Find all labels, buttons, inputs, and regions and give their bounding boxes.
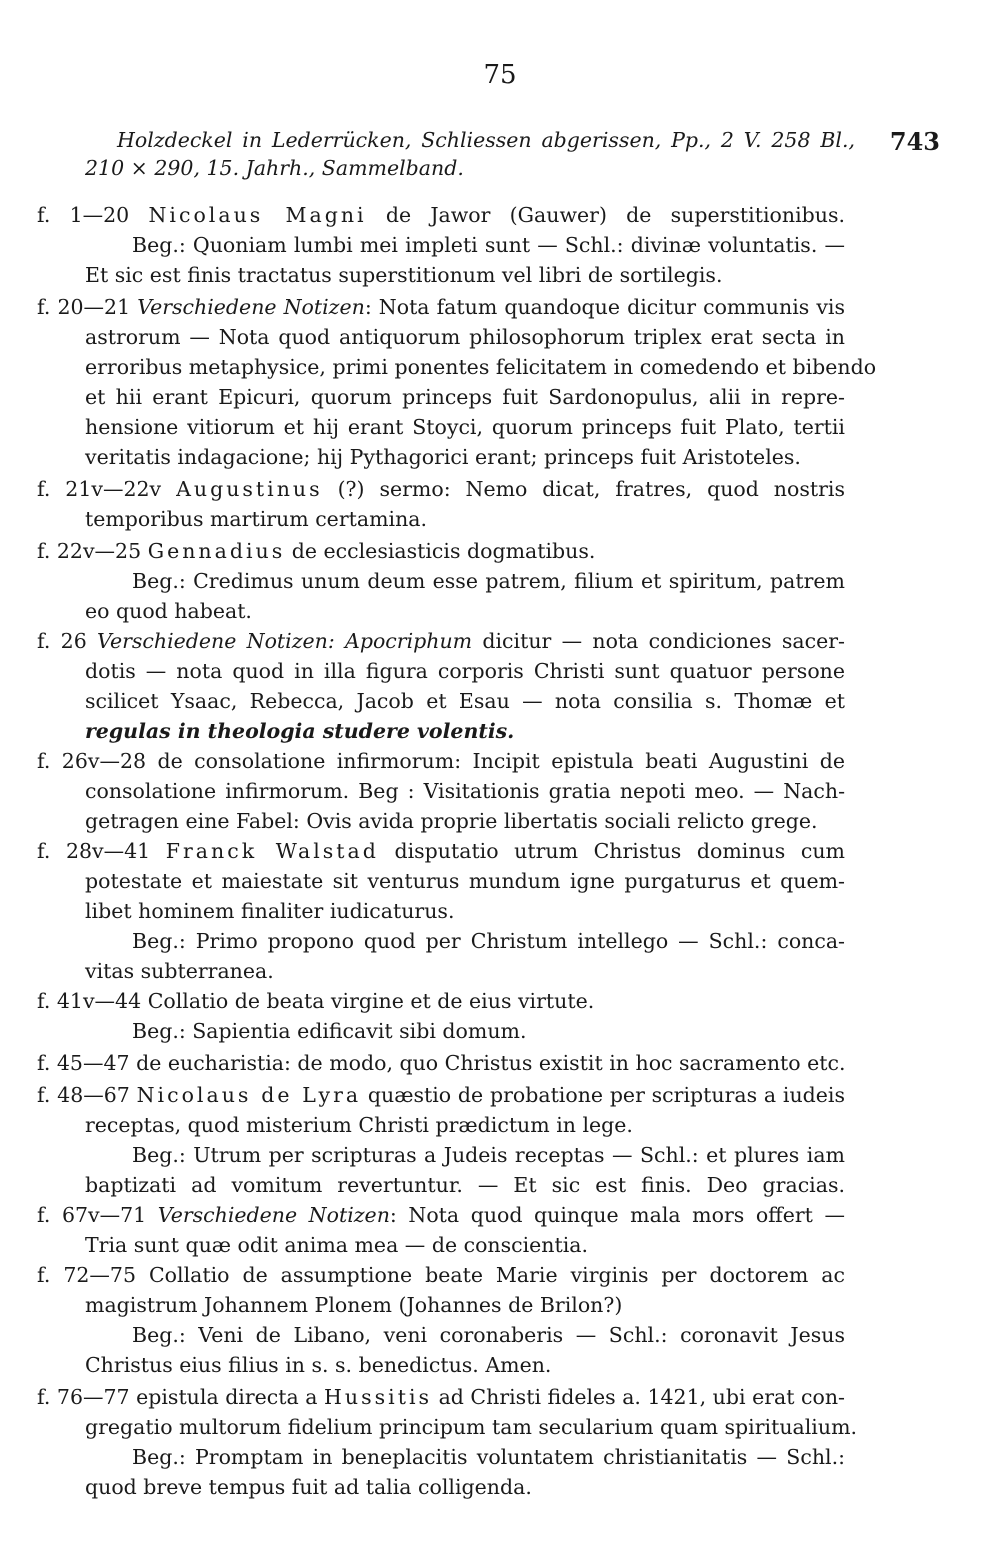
author-name: Nicolaus de Lyra <box>136 1083 362 1107</box>
text-span: : Nota quod quinque mala mors offert — <box>389 1203 845 1227</box>
author-name: Nicolaus Magni <box>148 203 367 227</box>
entry-line: Beg.: Credimus unum deum esse patrem, filium et spiritum, patrem <box>132 569 845 593</box>
text-span: f. 26v—28 <box>37 749 147 773</box>
entry-line: magistrum Johannem Plonem (Johannes de Brilon?) <box>85 1293 623 1317</box>
entry-first-line <box>37 746 845 776</box>
entry-line: Beg.: Primo propono quod per Christum intellego — Schl.: conca- <box>132 929 845 953</box>
entry-line: regulas in theologia studere volentis. <box>85 719 515 743</box>
text-span: f. 41v—44 <box>37 989 142 1013</box>
text-span: Collatio de beata virgine et de eius virtute. <box>147 989 595 1013</box>
description-line: Holzdeckel in Lederrücken, Schliessen abgerissen, Pp., 2 V. 258 Bl., <box>117 128 855 152</box>
entry-line: baptizati ad vomitum revertuntur. — Et sic est finis. Deo gracias. <box>85 1173 845 1197</box>
text-span: f. 22v—25 <box>37 539 142 563</box>
text-span: Verschiedene Notizen: Apocriphum <box>97 629 473 653</box>
author-name: Hussitis <box>324 1385 433 1409</box>
entry-line: potestate et maiestate sit venturus mundum igne purgaturus et quem- <box>85 869 845 893</box>
text-span: f. 67v—71 <box>37 1203 147 1227</box>
author-name: Gennadius <box>147 539 286 563</box>
entry-line: astrorum — Nota quod antiquorum philosophorum triplex erat secta in <box>85 325 845 349</box>
text-span: f. 21v—22v <box>37 477 162 501</box>
text-span: f. 1—20 <box>37 203 130 227</box>
text-span: epistula directa a <box>136 1385 318 1409</box>
entry-first-line <box>37 1048 845 1078</box>
text-span: quæstio de probatione per scripturas a iudeis <box>367 1083 845 1107</box>
entry-line: Beg.: Quoniam lumbi mei impleti sunt — Schl.: divinæ voluntatis. — <box>132 233 845 257</box>
entry-first-line <box>37 836 845 866</box>
entry-first-line <box>37 474 845 504</box>
entry-first-line <box>37 536 845 566</box>
text-span: ad Christi fideles a. 1421, ubi erat con- <box>438 1385 845 1409</box>
entry-first-line <box>37 292 845 322</box>
text-span: f. 28v—41 <box>37 839 151 863</box>
author-name: Franck Walstad <box>165 839 379 863</box>
text-span: f. 20—21 <box>37 295 131 319</box>
text-span: f. 45—47 <box>37 1051 130 1075</box>
entry-line: Beg.: Veni de Libano, veni coronaberis — Schl.: coronavit Jesus <box>132 1323 845 1347</box>
text-span: f. 76—77 <box>37 1385 130 1409</box>
text-span: f. 26 <box>37 629 87 653</box>
text-span: dicitur — nota condiciones sacer- <box>482 629 845 653</box>
entry-line: gregatio multorum fidelium principum tam secularium quam spiritualium. <box>85 1415 858 1439</box>
entry-line: Et sic est finis tractatus superstitionum vel libri de sortilegis. <box>85 263 723 287</box>
text-span: Verschiedene Notizen <box>137 295 365 319</box>
text-span: (?) sermo: Nemo dicat, fratres, quod nostris <box>337 477 845 501</box>
entry-first-line <box>37 626 845 656</box>
text-span: de consolatione infirmorum: Incipit epistula beati Augustini de <box>157 749 845 773</box>
entry-line: veritatis indagacione; hij Pythagorici erant; princeps fuit Aristoteles. <box>85 445 801 469</box>
entry-line: quod breve tempus fuit ad talia colligenda. <box>85 1475 532 1499</box>
entry-line: libet hominem finaliter iudicaturus. <box>85 899 455 923</box>
entry-line: receptas, quod misterium Christi prædictum in lege. <box>85 1113 633 1137</box>
text-span: disputatio utrum Christus dominus cum <box>394 839 845 863</box>
entry-line: vitas subterranea. <box>85 959 274 983</box>
text-span: de ecclesiasticis dogmatibus. <box>291 539 596 563</box>
entry-line: hensione vitiorum et hij erant Stoyci, quorum princeps fuit Plato, tertii <box>85 415 845 439</box>
entry-first-line <box>37 1080 845 1110</box>
entry-first-line <box>37 1260 845 1290</box>
text-span: : Nota fatum quandoque dicitur communis vis <box>364 295 846 319</box>
entry-line: Beg.: Sapientia edificavit sibi domum. <box>132 1019 527 1043</box>
text-span: f. 48—67 <box>37 1083 130 1107</box>
entry-first-line <box>37 200 845 230</box>
entry-line: Christus eius filius in s. s. benedictus. Amen. <box>85 1353 552 1377</box>
text-span: Verschiedene Notizen <box>157 1203 390 1227</box>
text-span: de Jawor (Gauwer) de superstitionibus. <box>385 203 845 227</box>
entry-line: scilicet Ysaac, Rebecca, Jacob et Esau — nota consilia s. Thomæ et <box>85 689 845 713</box>
entry-first-line <box>37 1382 845 1412</box>
entry-first-line <box>37 1200 845 1230</box>
entry-line: consolatione infirmorum. Beg : Visitationis gratia nepoti meo. — Nach- <box>85 779 845 803</box>
entry-line: getragen eine Fabel: Ovis avida proprie libertatis sociali relicto grege. <box>85 809 818 833</box>
author-name: Augustinus <box>176 477 323 501</box>
entry-line: et hii erant Epicuri, quorum princeps fuit Sardonopulus, alii in repre- <box>85 385 845 409</box>
description-line: 210 × 290, 15. Jahrh., Sammelband. <box>85 156 464 180</box>
text-span: f. 72—75 <box>37 1263 137 1287</box>
entry-line: eo quod habeat. <box>85 599 252 623</box>
entry-line: Beg.: Utrum per scripturas a Judeis receptas — Schl.: et plures iam <box>132 1143 845 1167</box>
manuscript-number: 743 <box>889 127 940 156</box>
entry-line: Tria sunt quæ odit anima mea — de conscientia. <box>85 1233 589 1257</box>
entry-line: temporibus martirum certamina. <box>85 507 428 531</box>
entry-first-line <box>37 986 845 1016</box>
entry-line: dotis — nota quod in illa figura corporis Christi sunt quatuor persone <box>85 659 845 683</box>
text-span: de eucharistia: de modo, quo Christus existit in hoc sacramento etc. <box>136 1051 846 1075</box>
text-span: Collatio de assumptione beate Marie virginis per doctorem ac <box>148 1263 846 1287</box>
entry-line: Beg.: Promptam in beneplacitis voluntatem christianitatis — Schl.: <box>132 1445 845 1469</box>
entry-line: erroribus metaphysice, primi ponentes felicitatem in comedendo et bibendo <box>85 355 877 379</box>
page-number: 75 <box>483 60 517 90</box>
